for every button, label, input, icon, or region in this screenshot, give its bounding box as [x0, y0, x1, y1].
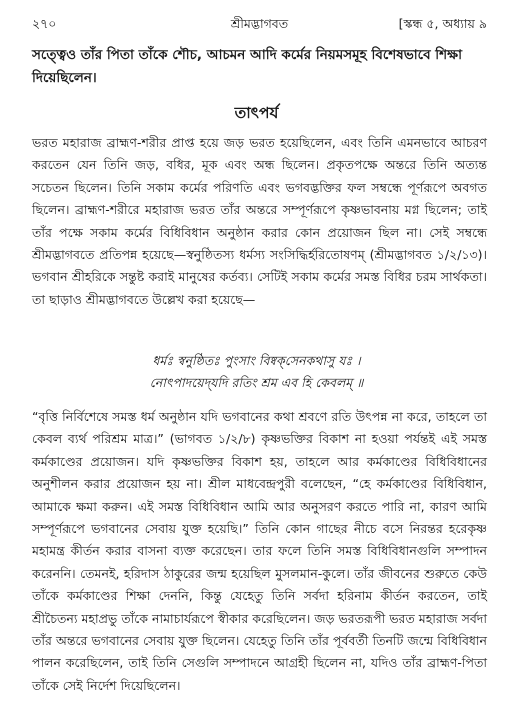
page-header	[32, 14, 487, 34]
purport-paragraph-1: ভরত মহারাজ ব্রাহ্মণ-শরীর প্রাপ্ত হয়ে জড় ভরত হয়েছিলেন, এবং তিনি এমনভাবে আচরণ করতেন যেন তিনি জড়, বধির, মূক এবং অন্ধ ছিলেন। প্রকৃতপক্ষে অন্তরে তিনি অত্যন্ত সচেতন ছিলেন। তিনি সকাম কর্মের পরিণতি এবং ভগবদ্ভক্তির ফল সম্বন্ধে পূর্ণরূপে অবগত ছিলেন। ব্রাহ্মণ-শরীরে মহারাজ ভরত তাঁর অন্তরে সম্পূর্ণরূপে কৃষ্ণভাবনায় মগ্ন ছিলেন; তাই তাঁর পক্ষে সকাম কর্মের বিধিবিধান অনুষ্ঠান করার কোন প্রয়োজন ছিল না। সেই সম্বন্ধে শ্রীমদ্ভাগবতে প্রতিপন্ন হয়েছে—স্বনুষ্ঠিতস্য ধর্মস্য সংসিদ্ধির্হরিতোষণম্ (শ্রীমদ্ভাগবত ১/২/১৩)। ভগবান শ্রীহরিকে সন্তুষ্ট করাই মানুষের কর্তব্য। সেটিই সকাম কর্মের সমস্ত বিধির চরম সার্থকতা। তা ছাড়াও শ্রীমদ্ভাগবতে উল্লেখ করা হয়েছে—	[32, 135, 487, 307]
canto-chapter-label: [স্কন্ধ ৫, অধ্যায় ৯	[398, 16, 487, 31]
purport-title: তাৎপর্য	[234, 104, 279, 122]
page-number: ২৭০	[32, 16, 57, 31]
verse-line-2: নোৎপাদয়েদ্‌যদি রতিং শ্রম এব হি কেবলম্ ॥	[149, 375, 364, 390]
sanskrit-verse	[0, 350, 513, 394]
verse-line-1: ধর্মঃ স্বনুষ্ঠিতঃ পুংসাং বিষ্বক্‌সেনকথাসু যঃ ।	[152, 353, 361, 368]
purport-paragraph-2: “বৃত্তি নির্বিশেষে সমস্ত ধর্ম অনুষ্ঠান যদি ভগবানের কথা শ্রবণে রতি উৎপন্ন না করে, তাহলে তা কেবল ব্যর্থ পরিশ্রম মাত্র।” (ভাগবত ১/২/৮) কৃষ্ণভক্তির বিকাশ না হওয়া পর্যন্তই এই সমস্ত কর্মকাণ্ডের প্রয়োজন। যদি কৃষ্ণভক্তির বিকাশ হয়, তাহলে আর কর্মকাণ্ডের বিধিবিধানের অনুশীলন করার প্রয়োজন হয় না। শ্রীল মাধবেন্দ্রপুরী বলেছেন, “হে কর্মকাণ্ডের বিধিবিধান, আমাকে ক্ষমা করুন। এই সমস্ত বিধিবিধান আমি আর অনুসরণ করতে পারি না, কারণ আমি সম্পূর্ণরূপে ভগবানের সেবায় যুক্ত হয়েছি।” তিনি কোন গাছের নীচে বসে নিরন্তর হরেকৃষ্ণ মহামন্ত্র কীর্তন করার বাসনা ব্যক্ত করেছেন। তার ফলে তিনি সমস্ত বিধিবিধানগুলি সম্পাদন করেননি। তেমনই, হরিদাস ঠাকুরের জন্ম হয়েছিল মুসলমান-কুলে। তাঁর জীবনের শুরুতে কেউ তাঁকে কর্মকাণ্ডের শিক্ষা দেননি, কিন্তু যেহেতু তিনি সর্বদা হরিনাম কীর্তন করতেন, তাই শ্রীচৈতন্য মহাপ্রভু তাঁকে নামাচার্যরূপে স্বীকার করেছিলেন। জড় ভরতরূপী ভরত মহারাজ সর্বদা তাঁর অন্তরে ভগবানের সেবায় যুক্ত ছিলেন। যেহেতু তিনি তাঁর পূর্ববর্তী তিনটি জন্মে বিধিবিধান পালন করেছিলেন, তাই তিনি সেগুলি সম্পাদনে আগ্রহী ছিলেন না, যদিও তাঁর ব্রাহ্মণ-পিতা তাঁকে সেই নির্দেশ দিয়েছিলেন।	[32, 409, 487, 693]
verse-translation: সত্ত্বেও তাঁর পিতা তাঁকে শৌচ, আচমন আদি কর্মের নিয়মসমূহ বিশেষভাবে শিক্ষা দিয়েছিলেন।	[32, 47, 463, 86]
book-title: শ্রীমদ্ভাগবত	[230, 16, 289, 31]
